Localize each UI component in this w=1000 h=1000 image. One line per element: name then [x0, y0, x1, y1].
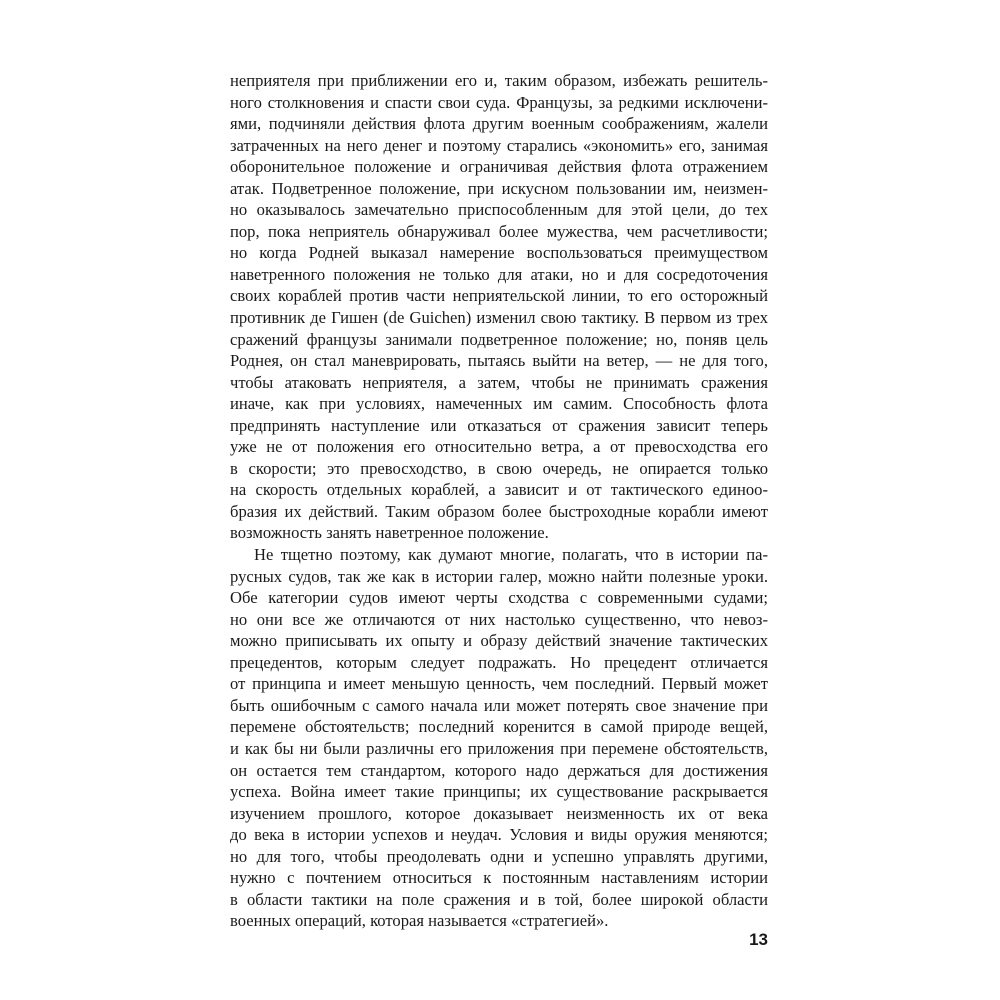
text-line: возможность занять наветренное положение.: [230, 523, 549, 543]
text-line: до века в истории успехов и неудач. Условия и виды оружия меняются;: [230, 825, 768, 845]
text-line: неприятеля при приближении его и, таким образом, избежать решитель-: [230, 71, 768, 90]
text-line: иначе, как при условиях, намеченных им самим. Способность флота: [230, 394, 768, 414]
text-line: Не тщетно поэтому, как думают многие, полагать, что в истории па-: [254, 545, 768, 565]
text-line: предпринять наступление или отказаться от сражения зависит теперь: [230, 415, 768, 435]
text-line: изучением прошлого, которое доказывает неизменность их от века: [230, 803, 768, 823]
text-line: в скорости; это превосходство, в свою очередь, не опирается только: [230, 458, 768, 478]
text-line: чтобы атаковать неприятеля, а затем, чтобы не принимать сражения: [230, 372, 768, 392]
text-line: на скорость отдельных кораблей, а зависит и от тактического единоо-: [230, 480, 768, 500]
text-line: противник де Гишен (de Guichen) изменил свою тактику. В первом из трех: [230, 308, 768, 328]
text-line: пор, пока неприятель обнаруживал более мужества, чем расчетливости;: [230, 221, 768, 241]
text-line: сражений французы занимали подветренное положение; но, поняв цель: [230, 329, 768, 349]
text-line: бразия их действий. Таким образом более быстроходные корабли имеют: [230, 501, 768, 521]
text-line: и как бы ни были различны его приложения при перемене обстоятельств,: [230, 738, 768, 758]
paragraph-1: [230, 70, 768, 544]
text-line: наветренного положения не только для атаки, но и для сосредоточения: [230, 264, 768, 284]
text-line: атак. Подветренное положение, при искусном пользовании им, неизмен-: [230, 178, 768, 198]
text-line: можно приписывать их опыту и образу действий значение тактических: [230, 631, 768, 651]
text-line: от принципа и имеет меньшую ценность, чем последний. Первый может: [230, 674, 768, 694]
text-line: военных операций, которая называется «стратегией».: [230, 911, 609, 931]
text-line: успеха. Война имеет такие принципы; их существование раскрывается: [230, 782, 768, 802]
text-line: перемене обстоятельств; последний коренится в самой природе вещей,: [230, 717, 768, 737]
text-line: оборонительное положение и ограничивая действия флота отражением: [230, 157, 768, 177]
text-line: в области тактики на поле сражения и в той, более широкой области: [230, 889, 768, 909]
text-line: ями, подчиняли действия флота другим военным соображениям, жалели: [230, 114, 768, 134]
page-number: 13: [749, 930, 768, 949]
body-text: [230, 70, 768, 932]
text-line: но они все же отличаются от них настолько существенно, что невоз-: [230, 609, 768, 629]
text-line: ного столкновения и спасти свои суда. Французы, за редкими исключени-: [230, 92, 768, 112]
text-line: быть ошибочным с самого начала или может потерять свое значение при: [230, 695, 768, 715]
text-line: затраченных на него денег и поэтому старались «экономить» его, занимая: [230, 135, 768, 155]
text-line: нужно с почтением относиться к постоянным наставлениям истории: [230, 868, 768, 888]
text-line: он остается тем стандартом, которого надо держаться для достижения: [230, 760, 768, 780]
paragraph-2: [230, 544, 768, 932]
text-line: Обе категории судов имеют черты сходства с современными судами;: [230, 588, 768, 608]
text-line: уже не от положения его относительно ветра, а от превосходства его: [230, 437, 768, 457]
text-line: но когда Родней выказал намерение воспользоваться преимуществом: [230, 243, 768, 263]
text-line: но для того, чтобы преодолевать одни и успешно управлять другими,: [230, 846, 768, 866]
text-line: Роднея, он стал маневрировать, пытаясь выйти на ветер, — не для того,: [230, 351, 768, 371]
text-line: своих кораблей против части неприятельской линии, то его осторожный: [230, 286, 768, 306]
text-line: русных судов, так же как в истории галер, можно найти полезные уроки.: [230, 566, 768, 586]
text-line: прецедентов, которым следует подражать. Но прецедент отличается: [230, 652, 768, 672]
text-line: но оказывалось замечательно приспособленным для этой цели, до тех: [230, 200, 768, 220]
